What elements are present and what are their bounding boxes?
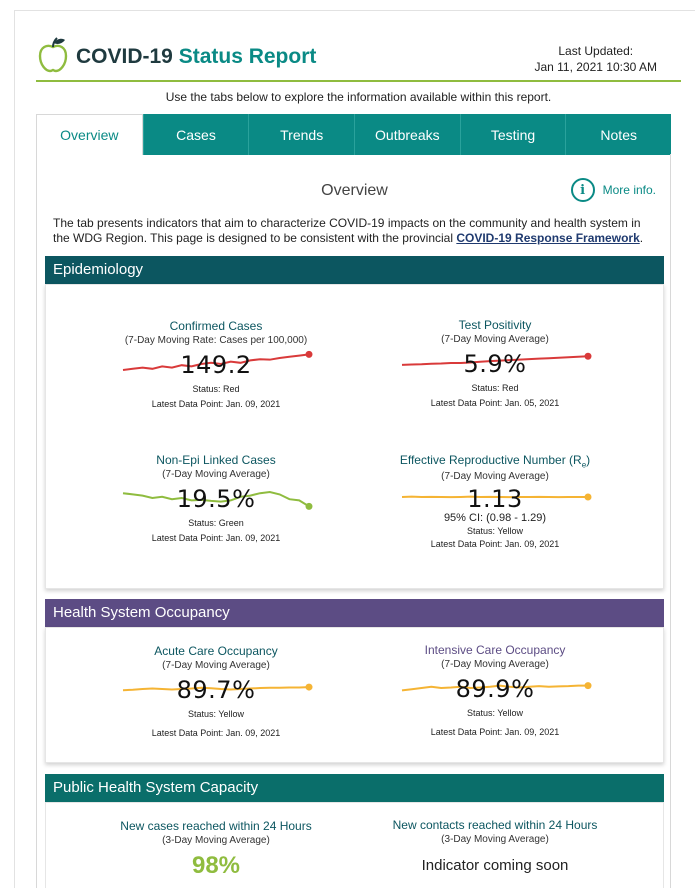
indicator-status: Status: Red: [471, 383, 519, 393]
indicator-subtitle: (7-Day Moving Average): [441, 471, 549, 483]
section-health-system-occupancy-header: Health System Occupancy: [45, 599, 664, 627]
indicator-status: Status: Yellow: [187, 709, 245, 719]
tab-notes[interactable]: Notes: [565, 114, 671, 155]
sparkline: [91, 482, 341, 516]
indicator-effective-reproductive-number: [370, 453, 620, 549]
tab-bar: [36, 114, 671, 155]
indicator-status: Status: Red: [192, 384, 240, 394]
indicator-test-positivity: [370, 318, 620, 408]
indicator-subtitle: (3-Day Moving Average): [441, 834, 549, 845]
indicator-value: 149.2: [180, 351, 252, 379]
description-text: The tab presents indicators that aim to characterize COVID-19 impacts on the community and health system in the WDG Region. This page is designed to be consistent with the provincial: [53, 216, 641, 245]
info-icon: i: [571, 178, 595, 202]
indicator-subtitle: (7-Day Moving Average): [441, 334, 549, 345]
indicator-name: Non-Epi Linked Cases: [156, 453, 276, 467]
last-updated-value: Jan 11, 2021 10:30 AM: [534, 60, 657, 74]
indicator-value: 19.5%: [176, 485, 256, 513]
indicator-name-end: ): [586, 453, 591, 467]
latest-data-point: Latest Data Point: Jan. 09, 2021: [430, 727, 560, 737]
more-info-label: More info.: [602, 183, 656, 197]
confidence-interval: 95% CI: (0.98 - 1.29): [443, 512, 547, 525]
indicator-name: New contacts reached within 24 Hours: [392, 818, 598, 832]
section-public-health-capacity-header: Public Health System Capacity: [45, 774, 664, 802]
indicator-name: New cases reached within 24 Hours: [120, 819, 312, 833]
sparkline: [370, 347, 620, 381]
latest-data-point: Latest Data Point: Jan. 05, 2021: [430, 398, 560, 408]
indicator-value: 89.7%: [176, 676, 256, 704]
tab-outbreaks[interactable]: Outbreaks: [354, 114, 460, 155]
latest-data-point: Latest Data Point: Jan. 09, 2021: [151, 533, 281, 543]
intro-text: Use the tabs below to explore the information available within this report.: [165, 90, 552, 104]
indicator-name: [370, 453, 620, 469]
report-title: [76, 45, 316, 69]
latest-data-point: Latest Data Point: Jan. 09, 2021: [430, 539, 560, 550]
indicator-value: 1.13: [467, 485, 523, 514]
tab-trends[interactable]: Trends: [248, 114, 354, 155]
indicator-subtitle: (7-Day Moving Average): [441, 659, 549, 670]
framework-link[interactable]: COVID-19 Response Framework: [456, 231, 640, 245]
apple-logo-icon: [38, 37, 68, 73]
indicator-non-epi-linked-cases: [91, 453, 341, 543]
tab-overview[interactable]: Overview: [36, 114, 143, 155]
indicator-intensive-care-occupancy: [370, 643, 620, 737]
indicator-subtitle: (7-Day Moving Average): [162, 660, 270, 671]
section-epidemiology-header: Epidemiology: [45, 256, 664, 284]
public-health-capacity-panel: [45, 802, 664, 888]
latest-data-point: Latest Data Point: Jan. 09, 2021: [151, 728, 281, 738]
title-part-2: Status Report: [178, 45, 317, 68]
tab-testing[interactable]: Testing: [460, 114, 566, 155]
indicator-status: Status: Yellow: [466, 708, 524, 718]
sparkline: [91, 348, 341, 382]
indicator-coming-soon: Indicator coming soon: [421, 857, 569, 874]
latest-data-point: Latest Data Point: Jan. 09, 2021: [151, 399, 281, 409]
indicator-name-subscript: e: [581, 460, 587, 470]
indicator-value: 89.9%: [455, 675, 535, 703]
indicator-subtitle: (7-Day Moving Rate: Cases per 100,000): [124, 335, 308, 346]
description-end: .: [639, 231, 644, 245]
more-info-link[interactable]: [571, 178, 656, 202]
health-system-occupancy-panel: [45, 627, 664, 763]
overview-title: Overview: [321, 182, 388, 199]
indicator-acute-care-occupancy: [91, 644, 341, 738]
indicator-value: 98%: [191, 852, 241, 879]
indicator-new-cases-reached: [91, 819, 341, 880]
indicator-new-contacts-reached: [370, 818, 620, 874]
overview-description: [53, 216, 658, 246]
indicator-name-text: Effective Reproductive Number (R: [399, 453, 582, 467]
epidemiology-panel: [45, 284, 664, 589]
last-updated: [534, 43, 657, 75]
sparkline: [370, 484, 620, 512]
report-header: [36, 37, 681, 82]
indicator-name: Acute Care Occupancy: [154, 644, 278, 658]
indicator-status: Status: Yellow: [466, 526, 524, 537]
indicator-value: 5.9%: [463, 350, 527, 378]
sparkline: [91, 673, 341, 707]
title-part-1: COVID-19: [76, 45, 173, 68]
indicator-name: Test Positivity: [458, 318, 532, 332]
indicator-subtitle: (3-Day Moving Average): [162, 835, 270, 846]
sparkline: [370, 672, 620, 706]
indicator-name: Confirmed Cases: [169, 319, 263, 333]
last-updated-label: Last Updated:: [558, 44, 634, 58]
indicator-subtitle: (7-Day Moving Average): [162, 469, 270, 480]
overview-panel: [36, 154, 671, 888]
indicator-name: Intensive Care Occupancy: [424, 643, 566, 657]
indicator-confirmed-cases: [91, 319, 341, 409]
indicator-status: Status: Green: [188, 518, 244, 528]
tab-cases[interactable]: Cases: [143, 114, 249, 155]
